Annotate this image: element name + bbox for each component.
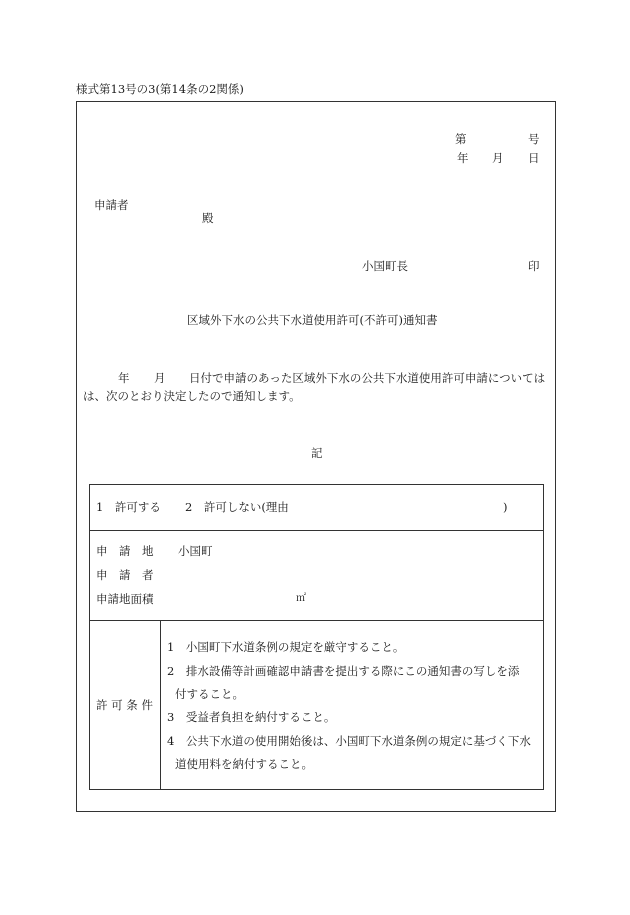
option-deny: 2 許可しない(理由: [185, 500, 289, 514]
number-prefix: 第: [455, 132, 467, 146]
date-day: 日: [528, 151, 540, 165]
body-month: 月: [154, 371, 166, 385]
form-number-label: 様式第13号の3(第14条の2関係): [76, 82, 244, 96]
option-approve: 1 許可する: [96, 500, 161, 514]
area-unit: ㎡: [296, 593, 306, 604]
table-divider-2: [89, 620, 544, 621]
conditions-label: 許 可 条 件: [96, 698, 153, 712]
site-value: 小国町: [178, 544, 213, 558]
condition-item-1: 1 小国町下水道条例の規定を厳守すること。: [167, 640, 405, 654]
issuer-title: 小国町長: [362, 259, 408, 273]
site-label: 申 請 地: [96, 544, 154, 558]
honorific: 殿: [202, 211, 214, 225]
document-title: 区域外下水の公共下水道使用許可(不許可)通知書: [187, 313, 438, 327]
condition-item-3: 3 受益者負担を納付すること。: [167, 710, 336, 724]
condition-item-4: 4 公共下水道の使用開始後は、小国町下水道条例の規定に基づく下水: [167, 734, 531, 748]
ki-mark: 記: [311, 446, 323, 460]
applicant-row-label: 申 請 者: [96, 568, 154, 582]
body-line-1: 日付で申請のあった区域外下水の公共下水道使用許可申請については: [189, 371, 546, 385]
number-suffix: 号: [528, 132, 540, 146]
table-column-divider: [160, 620, 161, 790]
deny-reason-close: ): [503, 500, 508, 514]
condition-item-2-cont: 付すること。: [175, 687, 244, 701]
body-line-2: は、次のとおり決定したので通知します。: [83, 389, 301, 403]
date-year: 年: [457, 151, 469, 165]
area-label: 申請地面積: [96, 592, 154, 606]
seal-mark: 印: [528, 259, 540, 273]
condition-item-4-cont: 道使用料を納付すること。: [175, 757, 313, 771]
applicant-label: 申請者: [94, 198, 129, 212]
table-divider-1: [89, 530, 544, 531]
condition-item-2: 2 排水設備等計画確認申請書を提出する際にこの通知書の写しを添: [167, 664, 520, 678]
body-year: 年: [118, 371, 130, 385]
date-month: 月: [492, 151, 504, 165]
